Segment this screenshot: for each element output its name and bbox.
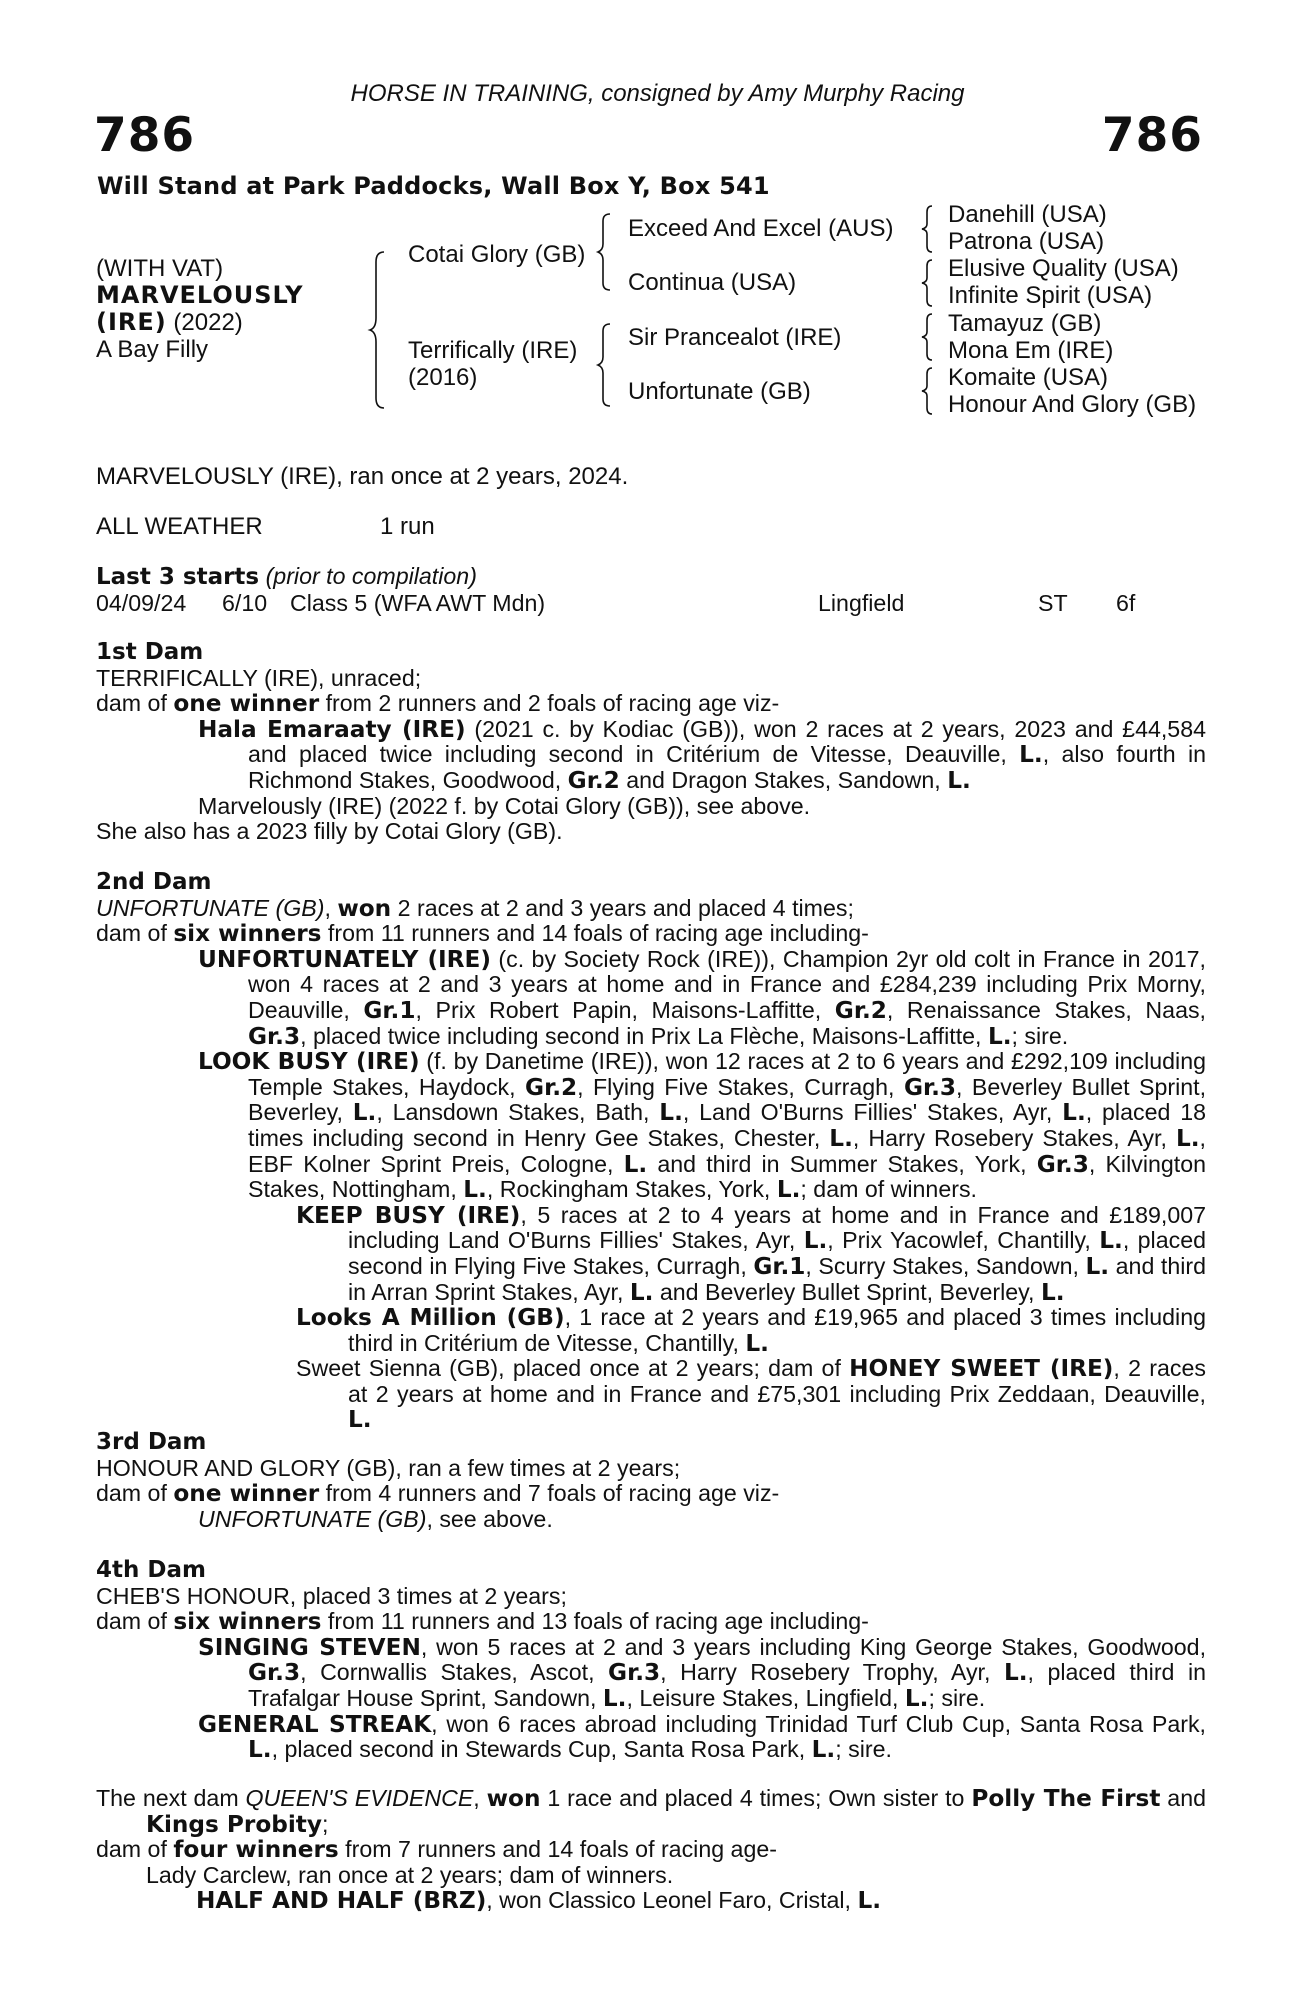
racing-summary: MARVELOUSLY (IRE), ran once at 2 years, 2024. [96,463,629,490]
third-dam-heading: 3rd Dam [96,1429,207,1455]
next-dam-section [96,1786,1206,1914]
pedigree-g3-6: Mona Em (IRE) [948,337,1114,364]
start-row-distance: 6f [1116,590,1136,616]
horse-identity [96,255,356,363]
fourth-dam-progeny-singing-steven: SINGING STEVEN, won 5 races at 2 and 3 years including King George Stakes, Goodwood, Gr.3, Cornwallis Stakes, Ascot, Gr.3, Harry Rosebery Trophy, Ayr, L., placed third in Trafalgar House Sprint, Sandown, L., Leisure Stakes, Lingfield, L.; sire. [198,1633,1207,1712]
next-dam-line: The next dam QUEEN'S EVIDENCE, won 1 race and placed 4 times; Own sister to Polly The First and Kings Probity; [96,1785,1206,1838]
horse-description: A Bay Filly [96,336,209,363]
second-dam-produce-line: dam of six winners from 11 runners and 14 foals of racing age including- [96,920,869,948]
horse-name: MARVELOUSLY [96,281,304,309]
pedigree-g3-1: Danehill (USA) [948,201,1107,228]
vat-note: (WITH VAT) [96,255,224,282]
second-dam-progeny-look-busy: LOOK BUSY (IRE) (f. by Danetime (IRE)), won 12 races at 2 to 6 years and £292,109 including Temple Stakes, Haydock, Gr.2, Flying Five Stakes, Curragh, Gr.3, Beverley Bullet Sprint, Beverley, L., Lansdown Stakes, Bath, L., Land O'Burns Fillies' Stakes, Ayr, L., placed 18 times including second in Henry Gee Stakes, Chester, L., Harry Rosebery Stakes, Ayr, L., EBF Kolner Sprint Preis, Cologne, L. and third in Summer Stakes, York, Gr.3, Kilvington Stakes, Nottingham, L., Rockingham Stakes, York, L.; dam of winners. [198,1048,1207,1204]
horse-year: (2022) [173,309,243,336]
start-row-date: 04/09/24 [96,590,187,616]
pedigree-brace-g3-2 [922,258,936,308]
pedigree-g3-4: Infinite Spirit (USA) [948,282,1153,309]
consignment-line: HORSE IN TRAINING, consigned by Amy Murphy Racing [350,80,965,107]
fourth-dam-produce-line: dam of six winners from 11 runners and 13 foals of racing age including- [96,1608,869,1636]
third-dam-progeny: UNFORTUNATE (GB), see above. [198,1505,553,1532]
pedigree-dam-sire: Sir Prancealot (IRE) [628,324,842,351]
pedigree-g3-5: Tamayuz (GB) [948,310,1102,337]
fourth-dam-section [96,1558,1206,1763]
grand-progeny-looks-a-million: Looks A Million (GB), 1 race at 2 years and £19,965 and placed 3 times including third in Critérium de Vitesse, Chantilly, L. [296,1304,1206,1357]
second-dam-section [96,870,1206,1433]
grand-progeny-sweet-sienna: Sweet Sienna (GB), placed once at 2 years; dam of HONEY SWEET (IRE), 2 races at 2 years at home and in France and £75,301 including Prix Zeddaan, Deauville, L. [296,1355,1206,1434]
pedigree-dam: Terrifically (IRE) [408,337,578,364]
grand-progeny-keep-busy: KEEP BUSY (IRE), 5 races at 2 to 4 years at home and in France and £189,007 including Land O'Burns Fillies' Stakes, Ayr, L., Prix Yacowlef, Chantilly, L., placed second in Flying Five Stakes, Curragh, Gr.1, Scurry Stakes, Sandown, L. and third in Arran Sprint Stakes, Ayr, L. and Beverley Bullet Sprint, Beverley, L. [296,1201,1207,1306]
fourth-dam-line: CHEB'S HONOUR, placed 3 times at 2 years; [96,1582,567,1609]
next-dam-progeny-lady-carclew: Lady Carclew, ran once at 2 years; dam of winners. [146,1861,674,1888]
pedigree-brace-g3-1 [922,204,936,254]
first-dam-section [96,640,1206,845]
start-row-position: 6/10 [222,590,268,616]
grand-progeny-half-and-half: HALF AND HALF (BRZ), won Classico Leonel Faro, Cristal, L. [196,1887,882,1915]
pedigree-dam-year: (2016) [408,364,478,391]
stand-location: Will Stand at Park Paddocks, Wall Box Y, Box 541 [97,172,770,200]
start-row-course: Lingfield [818,590,905,616]
surface-label: ALL WEATHER [96,513,263,540]
first-dam-also: She also has a 2023 filly by Cotai Glory (GB). [96,818,563,845]
pedigree-brace-main [370,250,390,410]
second-dam-heading: 2nd Dam [96,869,212,895]
first-dam-progeny-2: Marvelously (IRE) (2022 f. by Cotai Glory (GB)), see above. [198,792,811,819]
lot-number-right: 786 [1101,108,1203,163]
third-dam-line: HONOUR AND GLORY (GB), ran a few times at 2 years; [96,1454,681,1481]
pedigree-brace-sire [598,212,614,292]
pedigree-sire-sire: Exceed And Excel (AUS) [628,215,894,242]
pedigree-g3-8: Honour And Glory (GB) [948,391,1197,418]
start-row-going: ST [1038,590,1068,616]
first-dam-progeny-1: Hala Emaraaty (IRE) (2021 c. by Kodiac (GB)), won 2 races at 2 years, 2023 and £44,584 and placed twice including second in Critérium de Vitesse, Deauville, L., also fourth in Richmond Stakes, Goodwood, Gr.2 and Dragon Stakes, Sandown, L. [198,715,1207,794]
last-starts-header [96,564,477,591]
first-dam-heading: 1st Dam [96,639,204,665]
pedigree-g3-7: Komaite (USA) [948,364,1109,391]
first-dam-line: TERRIFICALLY (IRE), unraced; [96,664,422,691]
pedigree-sire-dam: Continua (USA) [628,269,797,296]
first-dam-produce-line: dam of one winner from 2 runners and 2 foals of racing age viz- [96,690,780,718]
pedigree-g3-3: Elusive Quality (USA) [948,255,1179,282]
last-starts-note: (prior to compilation) [265,563,477,589]
last-starts-heading: Last 3 starts [96,564,260,590]
pedigree-brace-g3-3 [922,312,936,362]
pedigree-sire: Cotai Glory (GB) [408,241,586,268]
pedigree-g3-2: Patrona (USA) [948,228,1105,255]
second-dam-progeny-unfortunately: UNFORTUNATELY (IRE) (c. by Society Rock (IRE)), Champion 2yr old colt in France in 2017, won 4 races at 2 and 3 years at home and in France and £284,239 including Prix Morny, Deauville, Gr.1, Prix Robert Papin, Maisons-Laffitte, Gr.2, Renaissance Stakes, Naas, Gr.3, placed twice including second in Prix La Flèche, Maisons-Laffitte, L.; sire. [198,945,1206,1050]
fourth-dam-progeny-general-streak: GENERAL STREAK, won 6 races abroad including Trinidad Turf Club Cup, Santa Rosa Park, L., placed second in Stewards Cup, Santa Rosa Park, L.; sire. [198,1710,1207,1764]
pedigree-dam-dam: Unfortunate (GB) [628,378,811,405]
surface-runs: 1 run [380,513,435,540]
second-dam-line: UNFORTUNATE (GB), won 2 races at 2 and 3 years and placed 4 times; [96,894,854,922]
next-dam-produce-line: dam of four winners from 7 runners and 14 foals of racing age- [96,1836,777,1864]
lot-number-left: 786 [94,108,196,163]
third-dam-produce-line: dam of one winner from 4 runners and 7 foals of racing age viz- [96,1480,780,1508]
pedigree-brace-g3-4 [922,366,936,416]
third-dam-section [96,1430,1206,1532]
pedigree-brace-dam [598,322,614,408]
fourth-dam-heading: 4th Dam [96,1557,206,1583]
horse-country: (IRE) [96,308,167,336]
start-row-race: Class 5 (WFA AWT Mdn) [290,590,546,616]
